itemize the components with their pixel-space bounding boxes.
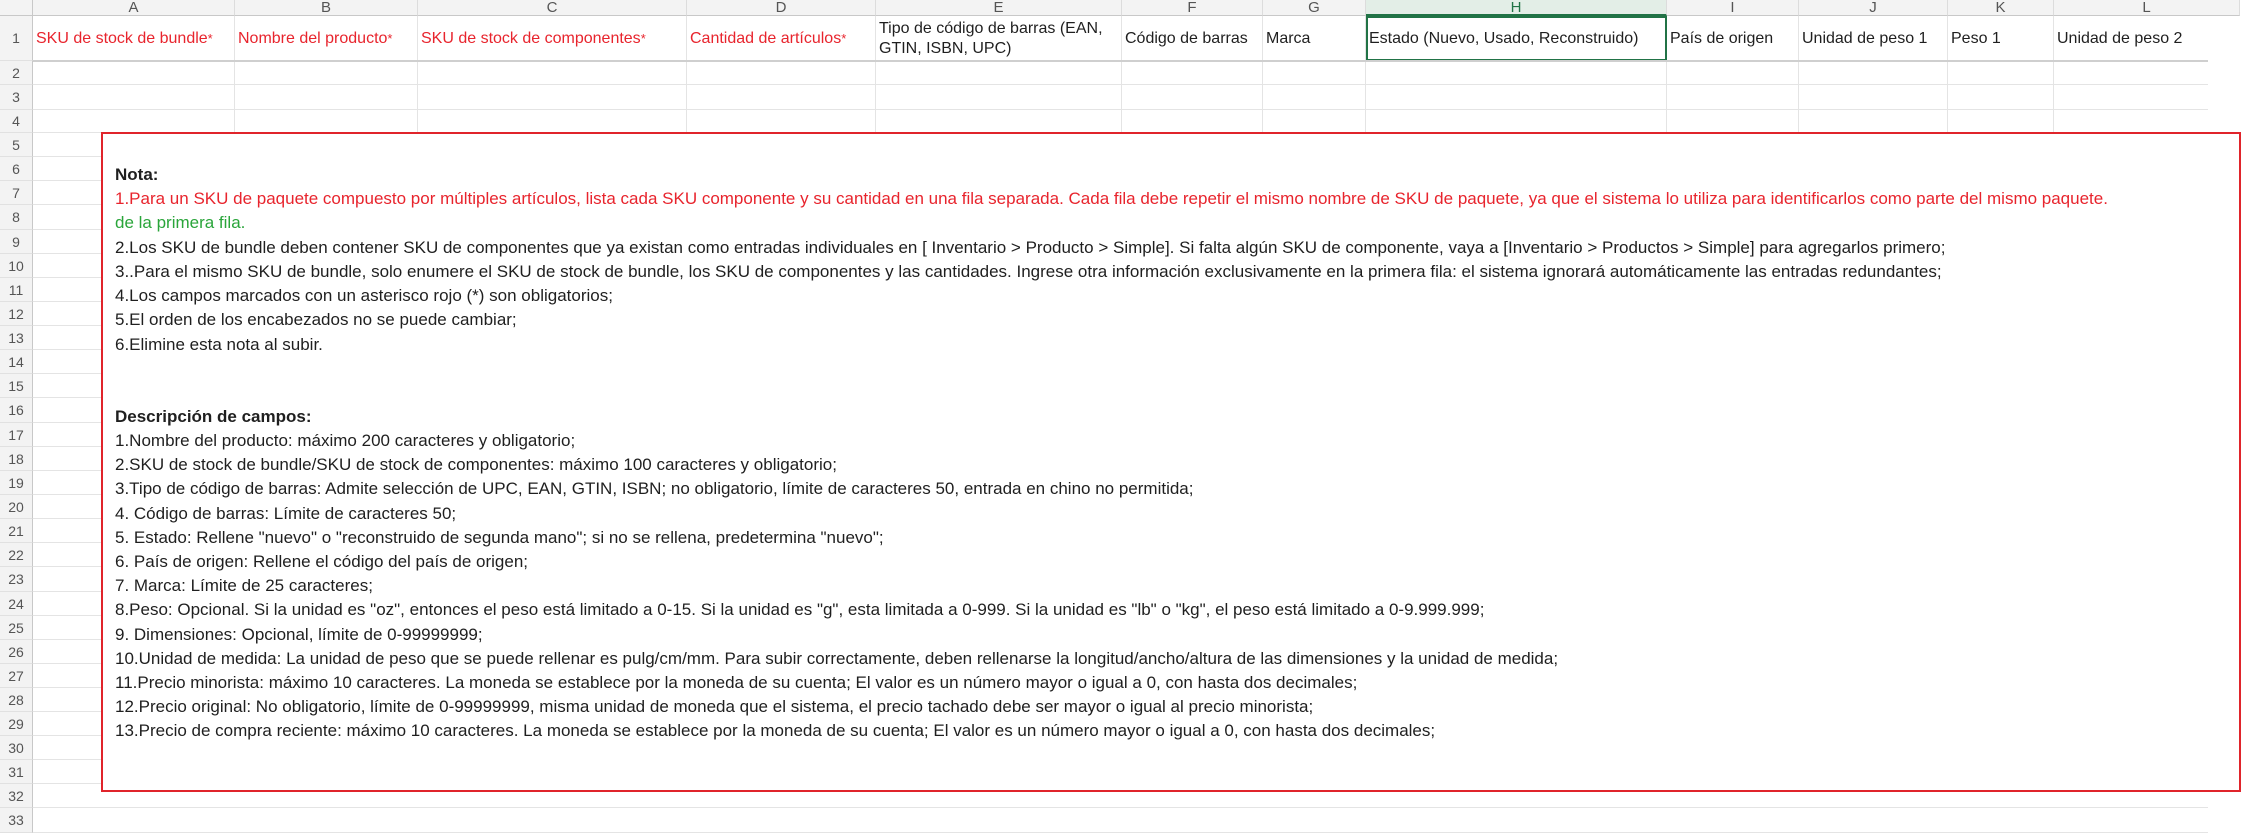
header-text: Cantidad de artículos: [690, 29, 842, 47]
header-cell-label: [879, 19, 1119, 59]
header-cell-b[interactable]: [235, 16, 418, 61]
row-header[interactable]: 6: [0, 157, 33, 181]
header-text: Estado (Nuevo, Usado, Reconstruido): [1369, 29, 1639, 47]
header-cell-label: [1951, 29, 2001, 49]
row-header[interactable]: 23: [0, 567, 33, 592]
header-cell-label: [421, 29, 646, 49]
header-cell-label: [2057, 29, 2182, 49]
column-header-f[interactable]: F: [1122, 0, 1263, 16]
row-header[interactable]: 20: [0, 495, 33, 519]
field-line: 8.Peso: Opcional. Si la unidad es "oz", entonces el peso está limitado a 0-15. Si la unidad es "g", esta limitada a 0-999. Si la unidad es "lb" o "kg", el peso está limitado a 0-9.999.999;: [115, 600, 1485, 619]
row-header[interactable]: 10: [0, 254, 33, 278]
required-asterisk: *: [841, 30, 847, 46]
note-line-1: 1.Para un SKU de paquete compuesto por múltiples artículos, lista cada SKU componente y su cantidad en una fila separada. Cada fila debe repetir el mismo nombre de SKU de paquete, ya que el sistema lo utiliza para identificarlos como parte del mismo paquete.: [115, 189, 2108, 208]
row-header[interactable]: 32: [0, 784, 33, 808]
row-header[interactable]: 26: [0, 640, 33, 664]
field-line: 3.Tipo de código de barras: Admite selección de UPC, EAN, GTIN, ISBN; no obligatorio, límite de caracteres 50, entrada en chino no permitida;: [115, 479, 1194, 498]
row-header[interactable]: 1: [0, 16, 33, 61]
header-text: SKU de stock de componentes: [421, 29, 641, 47]
column-header-a[interactable]: A: [33, 0, 235, 16]
row-header[interactable]: 25: [0, 616, 33, 640]
header-cell-label: [1670, 29, 1773, 49]
column-header-g[interactable]: G: [1263, 0, 1366, 16]
row-header[interactable]: 19: [0, 471, 33, 495]
header-text: Unidad de peso 1: [1802, 29, 1928, 47]
header-cell-label: [1266, 29, 1310, 49]
row-header[interactable]: 5: [0, 133, 33, 157]
column-header-e[interactable]: E: [876, 0, 1122, 16]
note-line: 5.El orden de los encabezados no se puede cambiar;: [115, 310, 517, 329]
header-cell-c[interactable]: [418, 16, 687, 61]
column-header-l[interactable]: L: [2054, 0, 2240, 16]
header-text: Tipo de código de barras (EAN, GTIN, ISBN, UPC): [879, 19, 1103, 57]
field-line: 2.SKU de stock de bundle/SKU de stock de componentes: máximo 100 caracteres y obligatorio;: [115, 455, 837, 474]
note-line-1-continued: de la primera fila.: [115, 213, 246, 232]
row-header[interactable]: 22: [0, 543, 33, 567]
row-header[interactable]: 27: [0, 664, 33, 688]
row-header[interactable]: 16: [0, 398, 33, 423]
field-line: 4. Código de barras: Límite de caracteres 50;: [115, 504, 457, 523]
note-line: 6.Elimine esta nota al subir.: [115, 335, 323, 354]
required-asterisk: *: [207, 30, 213, 46]
row-header[interactable]: 30: [0, 736, 33, 760]
row-header[interactable]: 18: [0, 447, 33, 471]
row-header[interactable]: 4: [0, 110, 33, 133]
header-text: Marca: [1266, 29, 1311, 47]
row-header[interactable]: 33: [0, 808, 33, 833]
field-line: 1.Nombre del producto: máximo 200 caracteres y obligatorio;: [115, 431, 576, 450]
row-header[interactable]: 17: [0, 423, 33, 447]
header-cell-h[interactable]: [1366, 16, 1667, 61]
header-row-border: [33, 60, 2208, 62]
header-cell-label: [238, 29, 392, 49]
row-header[interactable]: 24: [0, 592, 33, 616]
row-header[interactable]: 11: [0, 278, 33, 302]
header-cell-k[interactable]: [1948, 16, 2054, 61]
row-header[interactable]: 21: [0, 519, 33, 543]
row-header[interactable]: 9: [0, 230, 33, 254]
header-cell-l[interactable]: [2054, 16, 2240, 61]
row-header[interactable]: 29: [0, 712, 33, 736]
row-header[interactable]: 28: [0, 688, 33, 712]
column-header-j[interactable]: J: [1799, 0, 1948, 16]
header-cell-i[interactable]: [1667, 16, 1799, 61]
row-header[interactable]: 31: [0, 760, 33, 784]
header-cell-d[interactable]: [687, 16, 876, 61]
header-cell-label: [690, 29, 846, 49]
column-header-i[interactable]: I: [1667, 0, 1799, 16]
header-cell-g[interactable]: [1263, 16, 1366, 61]
row-header[interactable]: 14: [0, 350, 33, 374]
header-text: SKU de stock de bundle: [36, 29, 208, 47]
row-header[interactable]: 2: [0, 61, 33, 85]
header-text: Peso 1: [1951, 29, 2001, 47]
header-cell-a[interactable]: [33, 16, 235, 61]
header-text: Código de barras: [1125, 29, 1248, 47]
header-cell-label: [1369, 29, 1638, 49]
header-text: País de origen: [1670, 29, 1774, 47]
header-text: Unidad de peso 2: [2057, 29, 2183, 47]
select-all-corner[interactable]: [0, 0, 33, 16]
note-line: 3..Para el mismo SKU de bundle, solo enumere el SKU de stock de bundle, los SKU de componentes y las cantidades. Ingrese otra información exclusivamente en la primera fila: el sistema ignorará automáticamente las entradas redundantes;: [115, 262, 1942, 281]
note-box[interactable]: [101, 132, 2241, 792]
row-gridline: [33, 807, 2208, 808]
column-header-h[interactable]: H: [1366, 0, 1667, 16]
note-title: Nota:: [115, 165, 159, 184]
header-cell-label: [36, 29, 213, 49]
field-line: 5. Estado: Rellene "nuevo" o "reconstruido de segunda mano"; si no se rellena, predetermina "nuevo";: [115, 528, 884, 547]
field-line: 11.Precio minorista: máximo 10 caracteres. La moneda se establece por la moneda de su cuenta; El valor es un número mayor o igual a 0, con hasta dos decimales;: [115, 673, 1358, 692]
row-header[interactable]: 13: [0, 326, 33, 350]
header-text: Nombre del producto: [238, 29, 388, 47]
header-cell-e[interactable]: [876, 16, 1122, 61]
fields-title: Descripción de campos:: [115, 407, 312, 426]
required-asterisk: *: [640, 30, 646, 46]
column-header-k[interactable]: K: [1948, 0, 2054, 16]
row-header[interactable]: 7: [0, 181, 33, 205]
header-cell-label: [1125, 29, 1248, 49]
row-header[interactable]: 8: [0, 205, 33, 230]
note-line: 2.Los SKU de bundle deben contener SKU de componentes que ya existan como entradas individuales en [ Inventario > Producto > Simple]. Si falta algún SKU de componente, vaya a [Inventario > Productos > Simple] para agregarlos primero;: [115, 238, 1946, 257]
field-line: 9. Dimensiones: Opcional, límite de 0-99999999;: [115, 625, 483, 644]
header-cell-j[interactable]: [1799, 16, 1948, 61]
row-header[interactable]: 3: [0, 85, 33, 110]
note-line: 4.Los campos marcados con un asterisco rojo (*) son obligatorios;: [115, 286, 613, 305]
row-header[interactable]: 12: [0, 302, 33, 326]
column-header-b[interactable]: B: [235, 0, 418, 16]
field-line: 10.Unidad de medida: La unidad de peso que se puede rellenar es pulg/cm/mm. Para subir correctamente, deben rellenarse la longitud/ancho/altura de las dimensiones y la unidad de medida;: [115, 649, 1559, 668]
header-cell-f[interactable]: [1122, 16, 1263, 61]
column-header-c[interactable]: C: [418, 0, 687, 16]
column-header-d[interactable]: D: [687, 0, 876, 16]
field-line: 6. País de origen: Rellene el código del país de origen;: [115, 552, 528, 571]
required-asterisk: *: [387, 30, 393, 46]
field-line: 12.Precio original: No obligatorio, límite de 0-99999999, misma unidad de moneda que el sistema, el precio tachado debe ser mayor o igual al precio minorista;: [115, 697, 1314, 716]
row-header[interactable]: 15: [0, 374, 33, 398]
field-line: 7. Marca: Límite de 25 caracteres;: [115, 576, 373, 595]
field-line: 13.Precio de compra reciente: máximo 10 caracteres. La moneda se establece por la moneda de su cuenta; El valor es un número mayor o igual a 0, con hasta dos decimales;: [115, 721, 1436, 740]
header-cell-label: [1802, 29, 1927, 49]
